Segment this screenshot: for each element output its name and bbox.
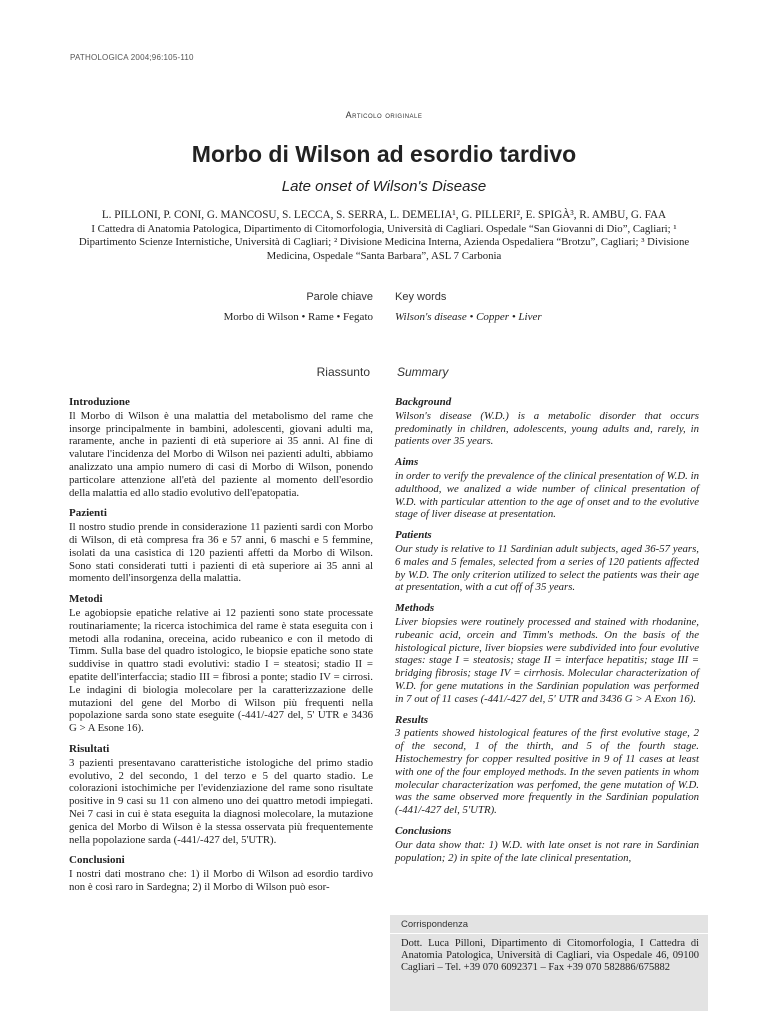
abstract-section-heading: Pazienti [69, 507, 107, 520]
keywords-en: Wilson's disease • Copper • Liver [395, 311, 542, 323]
abstract-section-heading: Patients [395, 529, 432, 542]
abstract-section-heading: Conclusioni [69, 854, 125, 867]
abstract-section-heading: Metodi [69, 593, 103, 606]
abstract-en-column [395, 396, 699, 872]
abstract-section-heading: Aims [395, 456, 419, 469]
keywords-label-en: Key words [395, 291, 447, 303]
abstract-section-text: Our data show that: 1) W.D. with late onset is not rare in Sardinian population; 2) in spite of the late clinical presentation, [395, 838, 699, 864]
author-list: L. PILLONI, P. CONI, G. MANCOSU, S. LECCA, S. SERRA, L. DEMELIA¹, G. PILLERI², E. SPIGÀ³, R. AMBU, G. FAA [101, 209, 667, 221]
abstract-section-text: Le agobiopsie epatiche relative ai 12 pazienti sono state processate routinariamente; la ricerca istochimica del rame è stata eseguita con i metodi alla rodanina, oreceina, acido rubeanico e con il metodo di Timm. Sulla base del quadro istologico, le biopsie epatiche sono state suddivise in quattro stadi evolutivi: stadio I = steatosi; stadio II = epatite dell'interfaccia; stadio III = fibrosi a ponte; stadio IV = cirrosi. Le indagini di biologia molecolare per la caratterizzazione delle mutazioni del gene del Morbo di Wilson più frequenti nella popolazione sarda sono state eseguite (-441/-427 del, 5' UTR e 3436 G > A Esone 16). [69, 606, 373, 735]
abstract-section-text: in order to verify the prevalence of the clinical presentation of W.D. in adulthood, we analized a wide number of clinical presentation of W.D. with particular attention to the age of onset and to the evolutive stage of liver disease at presentation. [395, 469, 699, 521]
abstract-section-text: I nostri dati mostrano che: 1) il Morbo di Wilson ad esordio tardivo non è così raro in Sardegna; 2) il Morbo di Wilson può esor- [69, 868, 373, 893]
abstract-section-text: Il Morbo di Wilson è una malattia del metabolismo del rame che insorge principalmente in bambini, adolescenti, giovani adulti ma, raramente, anche in pazienti di età superiore ai 35 anni. Al fine di valutare l'incidenza del Morbo di Wilson nei pazienti adulti, abbiamo analizzato una ampio numero di casi di Morbo di Wilson, ponendo particolare attenzione all'età del paziente al momento dell'esordio della malattia ed allo stadio evolutivo dell'epatopatia. [69, 409, 373, 499]
abstract-section-text: Il nostro studio prende in considerazione 11 pazienti sardi con Morbo di Wilson, di età compresa fra 36 e 57 anni, 6 maschi e 5 femmine, isolati da una casistica di 120 pazienti affetti da Morbo di Wilson. Sono stati considerati tutti i pazienti di età superiore ai 35 anni al momento dell'insorgenza della malattia. [69, 521, 373, 585]
correspondence-text: Dott. Luca Pilloni, Dipartimento di Citomorfologia, I Cattedra di Anatomia Patologica, Università di Cagliari, via Ospedale 46, 09100 Cagliari – Tel. +39 070 6092371 – Fax +39 070 582886/675882 [401, 938, 699, 973]
abstract-label-it: Riassunto [316, 365, 370, 379]
abstract-section-text: Our study is relative to 11 Sardinian adult subjects, aged 36-57 years, 6 males and 5 females, selected from a series of 120 patients affected by W.D. The only criterion utilized to select the patients was their age at presentation, with a cut off of 35 years. [395, 542, 699, 594]
abstract-section-text: Wilson's disease (W.D.) is a metabolic disorder that occurs predominatly in children, adolescents, young adults and, rarely, in patients over 35 years. [395, 409, 699, 448]
abstract-section-text: 3 patients showed histological features of the first evolutive stage, 2 of the second, 1 of the thirth, and 5 of the fourth stage. Histochemestry for copper resulted positive in 9 of 11 cases at least with one of the four employed methods. In the seven patients in whom molecular characterization was perfomed, the gene mutation of W.D. was the same observed more frequently in the Sardinian population (-441/-427 del, 5'UTR). [395, 727, 699, 817]
article-subtitle: Late onset of Wilson's Disease [281, 178, 487, 195]
abstract-section-heading: Background [395, 396, 452, 408]
keywords-label-it: Parole chiave [306, 291, 373, 303]
affiliations: I Cattedra di Anatomia Patologica, Dipartimento di Citomorfologia, Università di Cagliari. Ospedale “San Giovanni di Dio”, Cagliari; ¹ Dipartimento Scienze Internistiche, Università di Cagliari; ² Divisione Medicina Interna, Azienda Ospedaliera “Brotzu”, Cagliari; ³ Divisione Medicina, Ospedale “Santa Barbara”, ASL 7 Carbonia [78, 223, 690, 262]
abstract-section-text: Liver biopsies were routinely processed and stained with rhodanine, rubeanic acid, orcein and Timm's methods. On the basis of the histological picture, liver biopsies were subdivided into four evolutive stages: stage I = steatosis; stage II = interface hepatitis; stage III = bridging fibrosis; stage IV = cirrhosis. Molecular characterization of W.D. for gene mutations in the Sardinian population was performed in 7 out of 11 cases (-441/-427 del, 5' UTR and 3436 G > A Exon 16). [395, 615, 699, 705]
abstract-section-heading: Results [395, 713, 429, 726]
keywords-it: Morbo di Wilson • Rame • Fegato [223, 311, 373, 323]
article-title: Morbo di Wilson ad esordio tardivo [191, 141, 577, 167]
abstract-section-heading: Introduzione [69, 396, 130, 408]
abstract-section-heading: Methods [395, 602, 435, 615]
abstract-label-en: Summary [397, 365, 449, 379]
correspondence-divider [390, 933, 708, 934]
abstract-section-text: 3 pazienti presentavano caratteristiche istologiche del primo stadio evolutivo, 2 del secondo, 1 del terzo e 5 del quarto stadio. Le colorazioni istochimiche per l'evidenziazione del rame sono risultate positive in 9 casi su 11 con almeno uno dei quattro metodi impiegati. Nei 7 casi in cui è stata eseguita la diagnosi molecolare, la mutazione genica del Morbo di Wilson è la stessa osservata più frequentemente nella popolazione sarda (-441/-427 del, 5'UTR). [69, 756, 373, 846]
correspondence-box [390, 915, 708, 1011]
correspondence-label: Corrispondenza [401, 919, 469, 930]
abstract-it-column [69, 396, 373, 902]
section-label: Articolo originale [345, 110, 423, 120]
running-head: PATHOLOGICA 2004;96:105-110 [70, 53, 194, 62]
abstract-section-heading: Risultati [69, 742, 110, 755]
abstract-section-heading: Conclusions [395, 824, 452, 837]
